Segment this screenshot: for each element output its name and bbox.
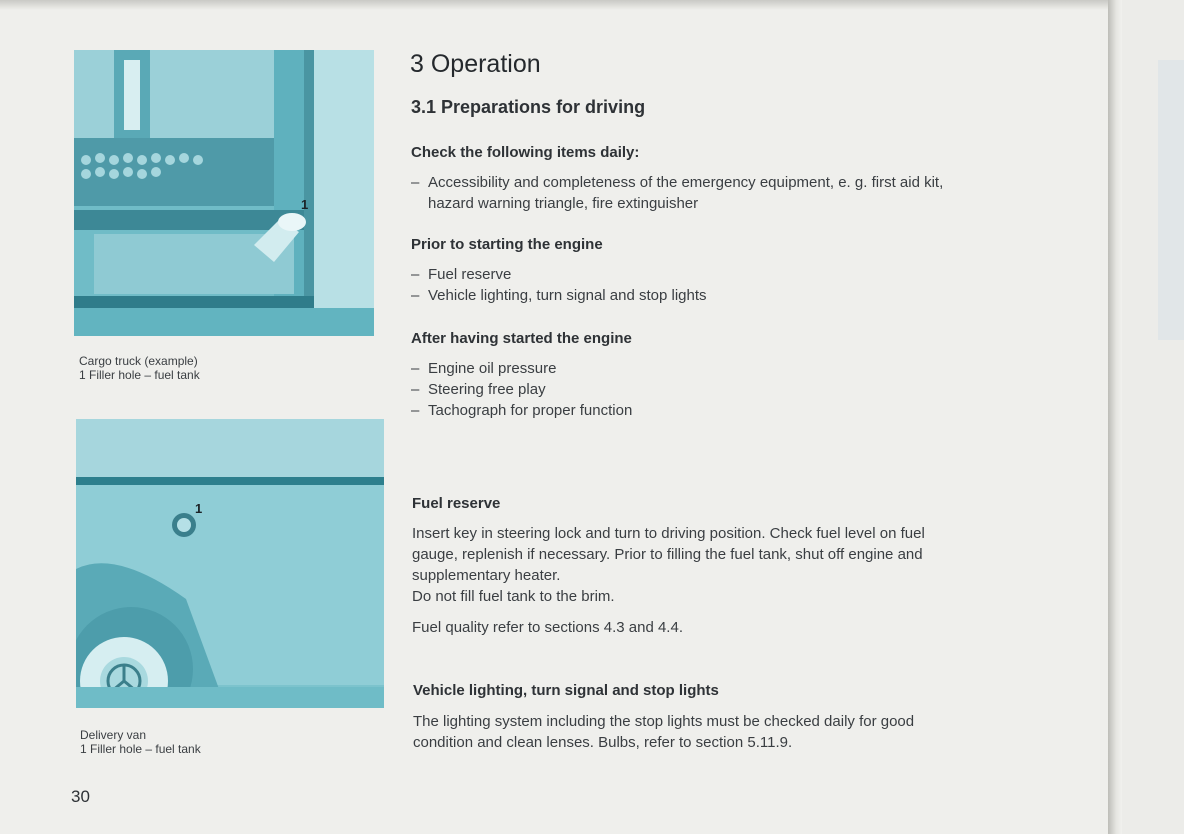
paragraph-line: condition and clean lenses. Bulbs, refer to section 5.11.9. xyxy=(413,734,793,751)
page-number: 30 xyxy=(71,787,90,806)
section-title: 3.1 Preparations for driving xyxy=(411,97,646,117)
lighting-paragraph xyxy=(413,711,1073,753)
paragraph-line: Insert key in steering lock and turn to driving position. Check fuel level on fuel xyxy=(412,525,925,542)
fuel-reserve-heading: Fuel reserve xyxy=(412,495,501,512)
list-item: – Vehicle lighting, turn signal and stop lights xyxy=(411,285,707,306)
book-gutter-shadow xyxy=(1108,0,1122,834)
caption-title: Cargo truck (example) xyxy=(79,354,198,368)
daily-check-heading: Check the following items daily: xyxy=(411,144,640,161)
paragraph-line: The lighting system including the stop lights must be checked daily for good xyxy=(413,713,915,730)
list-item-text: Accessibility and completeness of the emergency equipment, e. g. first aid kit, xyxy=(428,174,944,191)
list-item: – Steering free play xyxy=(411,379,632,400)
list-item-text-cont: hazard warning triangle, fire extinguisher xyxy=(428,195,699,212)
figure-caption-cargo-truck xyxy=(79,354,200,382)
lighting-heading: Vehicle lighting, turn signal and stop lights xyxy=(413,682,719,699)
callout-number: 1 xyxy=(195,501,203,516)
fuel-reserve-paragraph xyxy=(412,523,1072,607)
list-item xyxy=(411,172,1101,214)
after-start-list xyxy=(411,358,632,421)
fuel-quality-note: Fuel quality refer to sections 4.3 and 4.4. xyxy=(412,619,683,636)
callout-number: 1 xyxy=(301,197,309,212)
paragraph-line: gauge, replenish if necessary. Prior to filling the fuel tank, shut off engine and xyxy=(412,546,923,563)
adjacent-page-figure-edge xyxy=(1158,60,1184,340)
figure-caption-delivery-van xyxy=(80,728,201,756)
caption-legend: 1 Filler hole – fuel tank xyxy=(79,368,200,382)
caption-legend: 1 Filler hole – fuel tank xyxy=(80,742,201,756)
after-start-heading: After having started the engine xyxy=(411,330,632,347)
adjacent-page-edge xyxy=(1122,0,1184,834)
cargo-truck-illustration xyxy=(74,50,374,336)
caption-title: Delivery van xyxy=(80,728,147,742)
chapter-title: 3 Operation xyxy=(410,50,541,78)
page-top-edge xyxy=(0,0,1113,10)
list-item: – Tachograph for proper function xyxy=(411,400,632,421)
list-item: – Fuel reserve xyxy=(411,264,707,285)
paragraph-line: supplementary heater. xyxy=(412,567,561,584)
delivery-van-illustration xyxy=(76,419,384,708)
daily-check-list xyxy=(411,172,1101,214)
before-start-list xyxy=(411,264,707,306)
paragraph-line: Do not fill fuel tank to the brim. xyxy=(412,588,615,605)
before-start-heading: Prior to starting the engine xyxy=(411,236,603,253)
list-item: – Engine oil pressure xyxy=(411,358,632,379)
